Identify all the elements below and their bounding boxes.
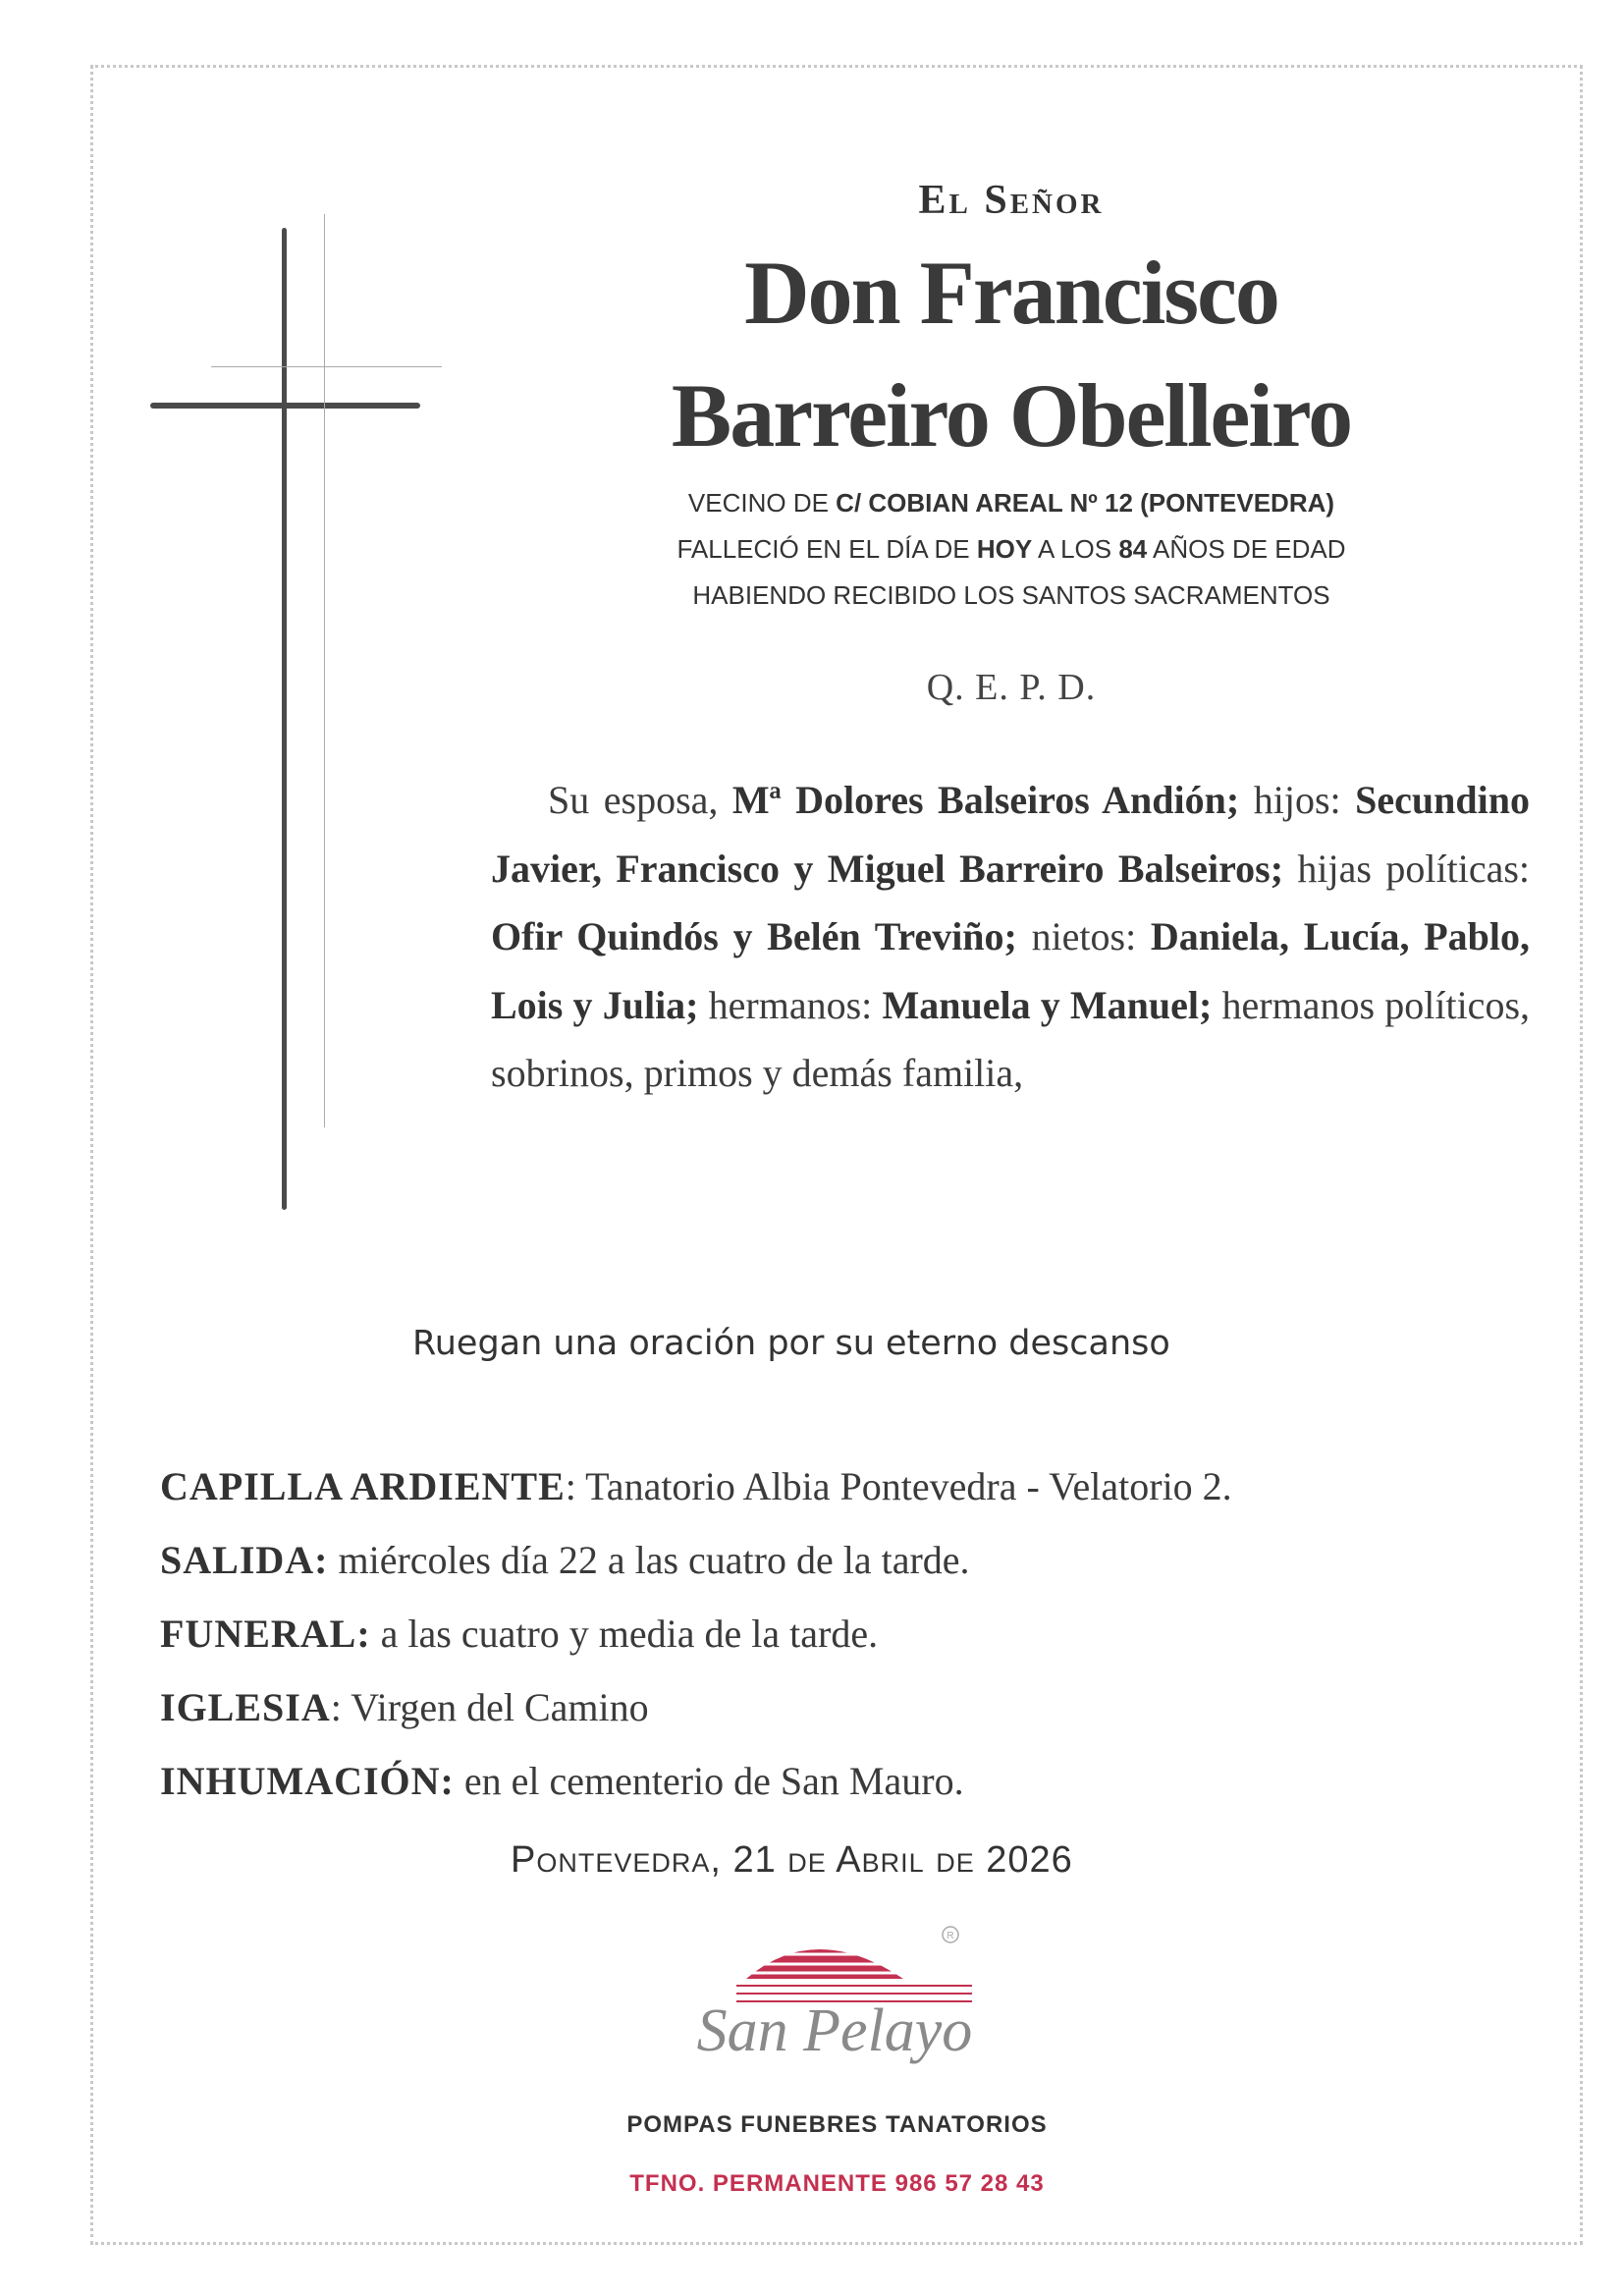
detail-label: CAPILLA ARDIENTE (160, 1464, 566, 1508)
family-text: hermanos: (698, 982, 883, 1027)
family-text: nietos: (1016, 914, 1151, 959)
detail-iglesia (160, 1684, 1232, 1758)
qepd: Q. E. P. D. (926, 667, 1097, 708)
deceased-name-line1: Don Francisco (744, 243, 1278, 343)
detail-label: INHUMACIÓN: (160, 1759, 455, 1803)
info-death-mid: A LOS (1032, 534, 1119, 564)
family-text: Su esposa, (548, 778, 732, 822)
info-death-day: HOY (976, 534, 1033, 564)
family-text: hermanos políticos, sobrinos, primos y demás familia, (491, 982, 1531, 1096)
svg-text:R: R (947, 1931, 954, 1941)
family-children: Secundino Javier, Francisco y Miguel Barreiro Balseiros; (491, 778, 1531, 891)
detail-value: Tanatorio Albia Pontevedra - Velatorio 2. (575, 1464, 1232, 1508)
family-daughters-in-law: Ofir Quindós y Belén Treviño; (491, 914, 1017, 959)
service-details (160, 1463, 1232, 1831)
title-small: El Señor (918, 178, 1105, 223)
info-address-value: C/ COBIAN AREAL Nº 12 (PONTEVEDRA) (836, 488, 1335, 518)
deceased-name-line2: Barreiro Obelleiro (671, 365, 1352, 465)
detail-capilla (160, 1463, 1232, 1537)
detail-value: Virgen del Camino (341, 1685, 649, 1729)
detail-sep: : (565, 1464, 576, 1508)
info-death-age: 84 (1118, 534, 1148, 564)
detail-label: IGLESIA (160, 1685, 331, 1729)
family-siblings: Manuela y Manuel; (882, 982, 1213, 1027)
detail-value: a las cuatro y media de la tarde. (370, 1612, 879, 1656)
company-phone: TFNO. PERMANENTE 986 57 28 43 (629, 2170, 1045, 2197)
info-address (491, 488, 1532, 519)
date-place: Pontevedra, 21 de Abril de 2026 (511, 1839, 1073, 1881)
company-tagline: POMPAS FUNEBRES TANATORIOS (626, 2111, 1048, 2138)
detail-value: en el cementerio de San Mauro. (454, 1759, 964, 1803)
detail-label: SALIDA: (160, 1538, 329, 1582)
detail-funeral (160, 1611, 1232, 1684)
detail-value: miércoles día 22 a las cuatro de la tarde. (328, 1538, 970, 1582)
detail-sep: : (330, 1685, 342, 1729)
info-death (491, 534, 1532, 565)
san-pelayo-logo (677, 1925, 992, 2121)
logo-text: San Pelayo (696, 1997, 973, 2064)
family-grandchildren: Daniela, Lucía, Pablo, Lois y Julia; (491, 914, 1530, 1027)
family-text: hijas políticas: (1283, 846, 1531, 891)
family-spouse: Mª Dolores Balseiros Andión; (731, 778, 1240, 822)
family-paragraph (491, 766, 1530, 1108)
prayer-request: Ruegan una oración por su eterno descanso (412, 1324, 1170, 1363)
detail-salida (160, 1537, 1232, 1611)
info-sacraments: HABIENDO RECIBIDO LOS SANTOS SACRAMENTOS (692, 580, 1330, 610)
info-death-suffix: AÑOS DE EDAD (1147, 534, 1346, 564)
detail-label: FUNERAL: (160, 1612, 371, 1656)
info-death-prefix: FALLECIÓ EN EL DÍA DE (676, 534, 977, 564)
family-text: hijos: (1239, 778, 1356, 822)
detail-inhumacion (160, 1758, 1232, 1831)
info-address-prefix: VECINO DE (687, 488, 837, 518)
